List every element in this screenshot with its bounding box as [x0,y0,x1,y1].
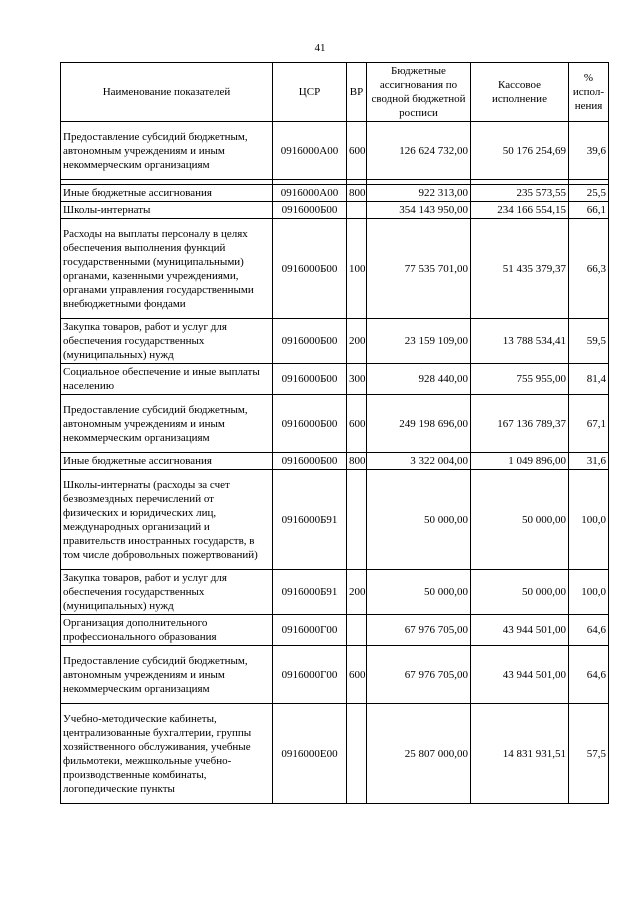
table-row [61,364,609,395]
header-name: Наименование показателей [61,63,273,122]
header-vr: ВР [347,63,367,122]
row-name: Организация дополнительного профессионального образования [61,615,273,646]
row-name: Социальное обеспечение и иные выплаты населению [61,364,273,395]
row-vr: 600 [347,395,367,453]
row-vr [347,704,367,804]
row-name: Иные бюджетные ассигнования [61,453,273,470]
row-percent: 64,6 [569,615,609,646]
page-number: 41 [314,42,326,54]
row-csr: 0916000Б91 [273,470,347,570]
row-vr: 800 [347,185,367,202]
row-vr: 300 [347,364,367,395]
row-vr [347,615,367,646]
row-name: Иные бюджетные ассигнования [61,185,273,202]
row-budget: 249 198 696,00 [367,395,471,453]
row-vr [347,470,367,570]
table-row [61,202,609,219]
table-row [61,395,609,453]
table-row [61,319,609,364]
row-budget: 77 535 701,00 [367,219,471,319]
row-percent: 66,3 [569,219,609,319]
row-name: Учебно-методические кабинеты, централизованные бухгалтерии, группы хозяйственного обслуживания, учебные фильмотеки, межшкольные учебно-производственные комбинаты, логопедические пункты [61,704,273,804]
table-row [61,122,609,180]
row-csr: 0916000Б00 [273,364,347,395]
row-name: Расходы на выплаты персоналу в целях обеспечения выполнения функций государственными (муниципальными) органами, казенными учреждениями, органами управления государственными внебюджетными фондами [61,219,273,319]
row-name: Школы-интернаты (расходы за счет безвозмездных перечислений от физических и юридических лиц, международных организаций и правительств иностранных государств, в том числе добровольных пожертвований) [61,470,273,570]
row-csr: 0916000Б00 [273,202,347,219]
row-name: Школы-интернаты [61,202,273,219]
header-percent: % испол-нения [569,63,609,122]
table-header-row [61,63,609,122]
row-cash: 235 573,55 [471,185,569,202]
row-vr: 800 [347,453,367,470]
row-csr: 0916000Б91 [273,570,347,615]
row-vr [347,202,367,219]
row-budget: 25 807 000,00 [367,704,471,804]
row-percent: 31,6 [569,453,609,470]
row-percent: 81,4 [569,364,609,395]
row-percent: 59,5 [569,319,609,364]
table-row [61,704,609,804]
row-name: Предоставление субсидий бюджетным, автономным учреждениям и иным некоммерческим организациям [61,395,273,453]
row-csr: 0916000А00 [273,185,347,202]
table-row [61,470,609,570]
row-name: Предоставление субсидий бюджетным, автономным учреждениям и иным некоммерческим организациям [61,122,273,180]
row-vr: 200 [347,570,367,615]
row-name: Предоставление субсидий бюджетным, автономным учреждениям и иным некоммерческим организациям [61,646,273,704]
row-percent: 100,0 [569,570,609,615]
row-budget: 3 322 004,00 [367,453,471,470]
header-cash: Кассовое исполнение [471,63,569,122]
row-name: Закупка товаров, работ и услуг для обеспечения государственных (муниципальных) нужд [61,570,273,615]
row-csr: 0916000Б00 [273,453,347,470]
row-percent: 25,5 [569,185,609,202]
header-budget: Бюджетные ассигнования по сводной бюджетной росписи [367,63,471,122]
row-budget: 354 143 950,00 [367,202,471,219]
row-csr: 0916000Г00 [273,646,347,704]
row-cash: 755 955,00 [471,364,569,395]
row-budget: 126 624 732,00 [367,122,471,180]
row-csr: 0916000А00 [273,122,347,180]
row-budget: 922 313,00 [367,185,471,202]
table-row [61,615,609,646]
table-row [61,219,609,319]
budget-execution-table [60,62,609,804]
row-vr: 600 [347,646,367,704]
table-row [61,185,609,202]
row-cash: 1 049 896,00 [471,453,569,470]
row-cash: 13 788 534,41 [471,319,569,364]
row-vr: 200 [347,319,367,364]
row-percent: 67,1 [569,395,609,453]
row-percent: 66,1 [569,202,609,219]
row-budget: 50 000,00 [367,570,471,615]
row-percent: 64,6 [569,646,609,704]
row-percent: 39,6 [569,122,609,180]
row-budget: 67 976 705,00 [367,646,471,704]
row-cash: 50 000,00 [471,470,569,570]
row-vr: 100 [347,219,367,319]
header-csr: ЦСР [273,63,347,122]
row-csr: 0916000Б00 [273,319,347,364]
row-percent: 100,0 [569,470,609,570]
row-cash: 43 944 501,00 [471,615,569,646]
table-row [61,646,609,704]
row-cash: 167 136 789,37 [471,395,569,453]
row-name: Закупка товаров, работ и услуг для обеспечения государственных (муниципальных) нужд [61,319,273,364]
row-cash: 234 166 554,15 [471,202,569,219]
row-budget: 23 159 109,00 [367,319,471,364]
row-budget: 50 000,00 [367,470,471,570]
row-csr: 0916000Б00 [273,395,347,453]
row-cash: 51 435 379,37 [471,219,569,319]
row-budget: 67 976 705,00 [367,615,471,646]
row-budget: 928 440,00 [367,364,471,395]
row-vr: 600 [347,122,367,180]
row-cash: 50 000,00 [471,570,569,615]
row-cash: 14 831 931,51 [471,704,569,804]
row-percent: 57,5 [569,704,609,804]
row-csr: 0916000Г00 [273,615,347,646]
table-row [61,570,609,615]
row-csr: 0916000Б00 [273,219,347,319]
row-csr: 0916000Е00 [273,704,347,804]
table-row [61,453,609,470]
row-cash: 43 944 501,00 [471,646,569,704]
row-cash: 50 176 254,69 [471,122,569,180]
